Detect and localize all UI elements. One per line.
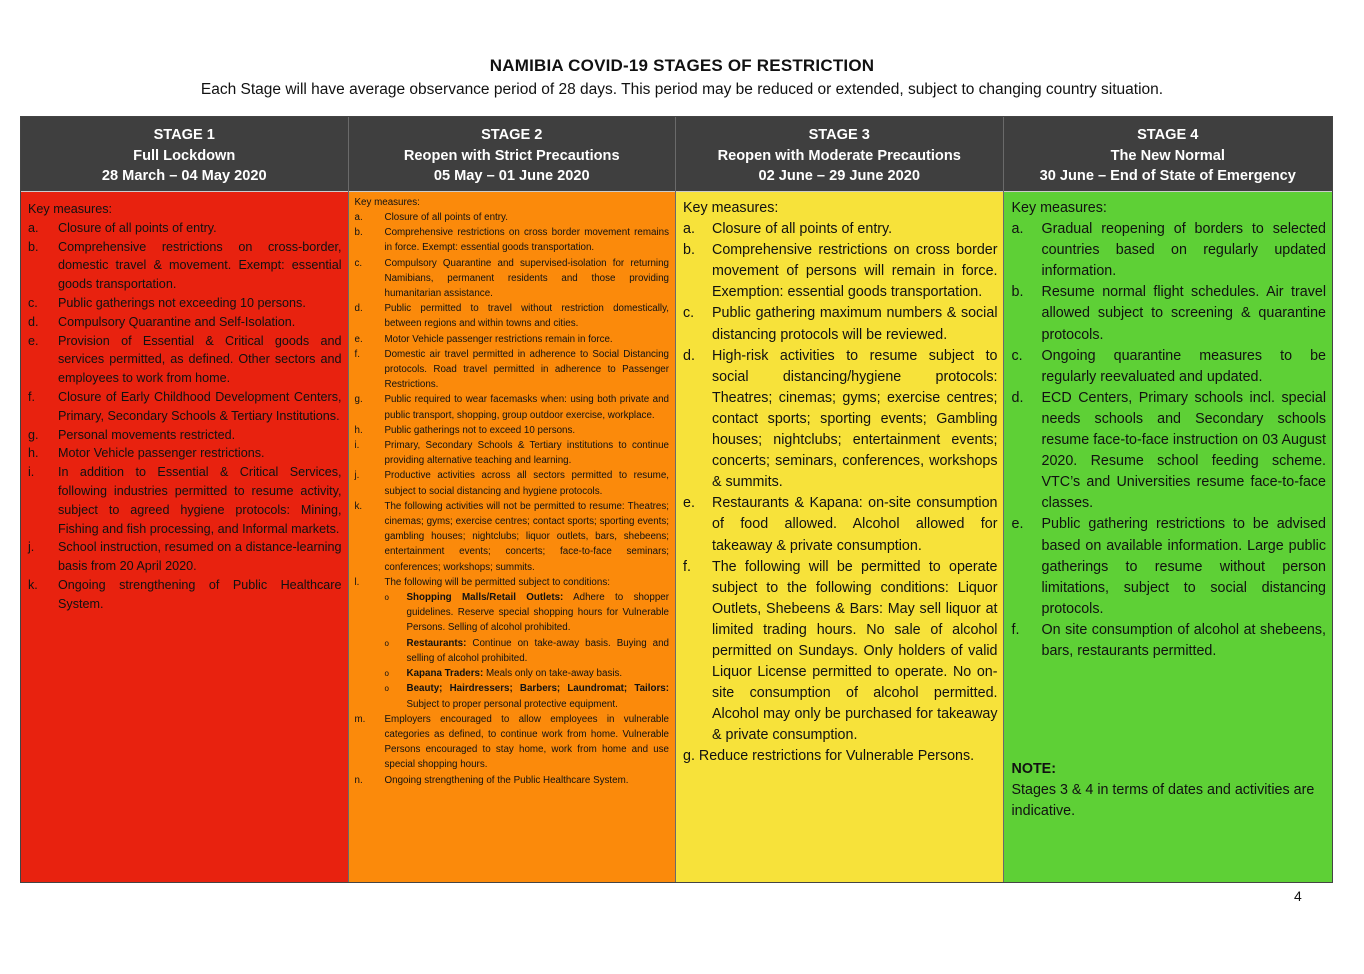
stage-dates: 05 May – 01 June 2020 [433, 168, 590, 184]
stage-name: STAGE 2 [481, 127, 543, 143]
stage-3-column [676, 117, 1004, 882]
condition-item: o Kapana Traders: Meals only on take-away basis. [385, 666, 670, 681]
stage-1-header [21, 117, 348, 192]
list-item: m. Employers encouraged to allow employees in vulnerable categories as defined, to continue work from home. Vulnerable Persons encouraged to stay home, work from home and use special shopping hours. [354, 713, 669, 771]
stage-2-body [349, 192, 676, 882]
list-item: n. Ongoing strengthening of the Public Healthcare System. [354, 774, 629, 786]
measures-list [1012, 219, 1327, 662]
stage-subtitle: Full Lockdown [133, 147, 236, 164]
list-item: e. Restaurants & Kapana: on-site consumption of food allowed. Alcohol allowed for takeaway & private consumption. [683, 495, 998, 554]
list-item: b. Comprehensive restrictions on cross-border, domestic travel & movement. Exempt: essential goods transportation. [28, 239, 342, 292]
key-measures-label: Key measures: [354, 197, 420, 208]
key-measures-label: Key measures: [1011, 200, 1107, 216]
stage-subtitle: Reopen with Strict Precautions [403, 147, 620, 164]
conditions-list [385, 590, 670, 712]
stages-table [20, 116, 1333, 883]
list-item: d. ECD Centers, Primary schools incl. special needs schools and Secondary schools resume face-to-face instruction on 03 August 2020. Resume school feeding scheme. VTC’s and Universities resume face-to-face classes. [1011, 389, 1326, 512]
list-item: a. Gradual reopening of borders to selected countries based on regularly updated information. [1011, 221, 1326, 280]
measures-list [683, 219, 998, 767]
stage-4-column [1004, 117, 1333, 882]
stage-dates: 02 June – 29 June 2020 [758, 168, 920, 184]
page-title: NAMIBIA COVID-19 STAGES OF RESTRICTION [489, 56, 875, 75]
list-item: j. Productive activities across all sectors permitted to resume, subject to social distancing and hygiene protocols. [354, 470, 669, 497]
stage-4-header [1004, 117, 1333, 192]
stage-1-body [21, 192, 348, 882]
list-item: h. Public gatherings not to exceed 10 persons. [354, 424, 576, 436]
list-item: i. In addition to Essential & Critical Services, following industries permitted to resume activity, subject to agreed hygiene protocols: Mining, Fishing and fish processing, and Informal markets. [28, 465, 342, 536]
list-item: g. Personal movements restricted. [28, 427, 236, 442]
list-item: f. On site consumption of alcohol at shebeens, bars, restaurants permitted. [1011, 621, 1326, 659]
list-item: f. Closure of Early Childhood Development Centers, Primary, Secondary Schools & Tertiary Institutions. [28, 389, 342, 423]
list-item: k. The following activities will not be permitted to resume: Theatres; cinemas; gyms; exercise centres; contact sports; sporting events; gambling houses; nightclubs; liquor outlets, bars, shebeens; entertainment events; concerts; face-to-face seminars; conferences; workshops; summits. [354, 500, 669, 573]
condition-item: o Beauty; Hairdressers; Barbers; Laundromat; Tailors: Subject to proper personal protective equipment. [384, 683, 669, 710]
stage-name: STAGE 3 [808, 127, 870, 143]
list-item: e. Public gathering restrictions to be advised based on available information. Large public gatherings to resume without person limitations, subject to social distancing protocols. [1011, 516, 1326, 617]
list-item: j. School instruction, resumed on a distance-learning basis from 20 April 2020. [28, 540, 342, 574]
list-item: g. Public required to wear facemasks when: using both private and public transport, shopping, group outdoor exercise, workplace. [354, 394, 669, 421]
key-measures-label: Key measures: [683, 200, 779, 216]
key-measures-label: Key measures: [28, 202, 112, 216]
stage-1-column [21, 117, 349, 882]
list-item: k. Ongoing strengthening of Public Healthcare System. [28, 577, 342, 611]
list-item: i. Primary, Secondary Schools & Tertiary institutions to continue providing alternative teaching and learning. [354, 440, 669, 467]
list-item: a. Closure of all points of entry. [683, 221, 893, 238]
list-item: c. Ongoing quarantine measures to be regularly reevaluated and updated. [1011, 347, 1326, 385]
list-item: e. Motor Vehicle passenger restrictions remain in force. [354, 333, 613, 345]
condition-item: o Restaurants: Continue on take-away basis. Buying and selling of alcohol prohibited. [384, 637, 669, 664]
list-item: h. Motor Vehicle passenger restrictions. [28, 446, 265, 461]
page-number: 4 [1294, 888, 1302, 904]
measures-list [355, 210, 670, 788]
page-subtitle: Each Stage will have average observance period of 28 days. This period may be reduced or extended, subject to changing country situation. [200, 81, 1164, 98]
measures-list [28, 219, 342, 614]
stage-4-body [1004, 192, 1333, 882]
stage-dates: 28 March – 04 May 2020 [101, 168, 267, 184]
list-item: a. Closure of all points of entry. [28, 220, 217, 235]
stage-3-body [676, 192, 1003, 882]
list-item: d. Public permitted to travel without restriction domestically, between regions and within towns and cities. [354, 303, 669, 330]
stage-subtitle: Reopen with Moderate Precautions [717, 147, 961, 164]
list-item: l. The following will be permitted subject to conditions: o Shopping Malls/Retail Outlets: Adhere to shopper guidelines. Reserve special shopping hours for Vulnerable Persons. Selling of alcohol prohibited. o Restaurants: Continue on take-away basis. Buying and selling of alcohol prohibited. o Kapana Traders: Meals only on take-away basis. o Beauty; Hairdressers; Barbers; Laundromat; Tailors: Subject to proper personal protective equipment. [355, 575, 670, 712]
list-item: e. Provision of Essential & Critical goods and services permitted, as defined. Other sectors and employees to work from home. [28, 333, 342, 386]
stage-2-column [349, 117, 677, 882]
list-item: g. Reduce restrictions for Vulnerable Persons. [683, 748, 975, 765]
bullet-icon: o [384, 684, 389, 694]
stage-name: STAGE 1 [153, 127, 215, 143]
stage-name: STAGE 4 [1137, 127, 1199, 143]
condition-item: o Shopping Malls/Retail Outlets: Adhere to shopper guidelines. Reserve special shopping hours for Vulnerable Persons. Selling of alcohol prohibited. [384, 592, 669, 634]
stage-3-header [676, 117, 1003, 192]
note-text: Stages 3 & 4 in terms of dates and activities are indicative. [1011, 782, 1315, 820]
bullet-icon: o [384, 669, 389, 679]
list-item: d. Compulsory Quarantine and Self-Isolation. [28, 314, 296, 329]
list-item: c. Public gatherings not exceeding 10 persons. [28, 295, 306, 310]
bullet-icon: o [384, 593, 389, 603]
note-label: NOTE: [1011, 761, 1056, 778]
bullet-icon: o [384, 638, 389, 648]
list-item: f. The following will be permitted to operate subject to the following conditions: Liquor Outlets, Shebeens & Bars: May sell liquor at limited trading hours. No sale of alcohol permitted on Sundays. Only holders of valid Liquor License permitted to operate. No on-site consumption of alcohol permitted. Alcohol may only be purchased for takeaway & private consumption. [683, 558, 998, 744]
stage-2-header [349, 117, 676, 192]
list-item: b. Comprehensive restrictions on cross border movement of persons will remain in force. Exemption: essential goods transportation. [683, 242, 998, 301]
stage-subtitle: The New Normal [1110, 147, 1225, 164]
list-item: d. High-risk activities to resume subject to social distancing/hygiene protocols: Theatres; cinemas; gyms; exercise centres; contact sports; sporting events; Gambling houses; nightclubs; entertainment events; concerts; seminars, conferences, workshops & summits. [683, 347, 998, 491]
list-item: c. Compulsory Quarantine and supervised-isolation for returning Namibians, permanent residents and those providing humanitarian assistance. [354, 257, 669, 300]
list-item: f. Domestic air travel permitted in adherence to Social Distancing protocols. Road travel permitted in adherence to Passenger Restrictions. [354, 348, 669, 391]
list-item: a. Closure of all points of entry. [354, 212, 508, 223]
list-item: b. Resume normal flight schedules. Air travel allowed subject to screening & quarantine protocols. [1011, 284, 1326, 343]
stage-dates: 30 June – End of State of Emergency [1039, 168, 1296, 184]
list-item: b. Comprehensive restrictions on cross border movement remains in force. Exempt: essential goods transportation. [354, 227, 669, 254]
list-item: c. Public gathering maximum numbers & social distancing protocols will be reviewed. [683, 305, 998, 343]
